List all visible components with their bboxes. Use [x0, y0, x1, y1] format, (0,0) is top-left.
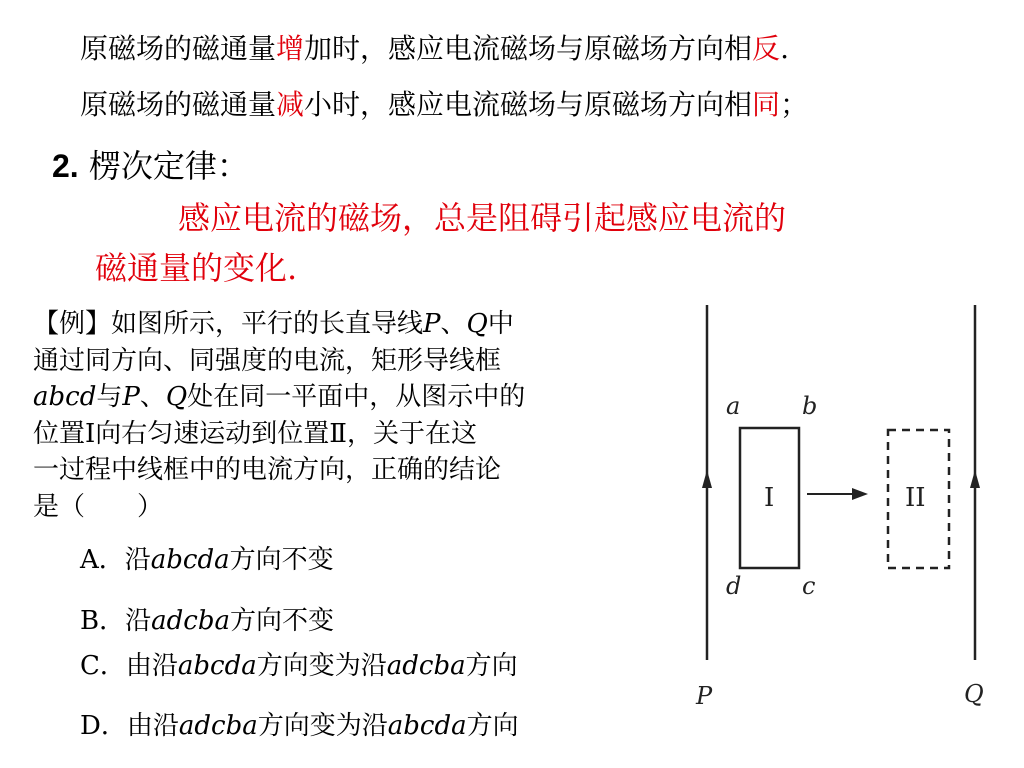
- position-label-2: II: [905, 483, 926, 513]
- rule-keyword: 增: [276, 32, 305, 65]
- wire-label-p: P: [696, 682, 713, 710]
- section-title: 楞次定律：: [78, 147, 249, 185]
- frame-label: abcd: [33, 382, 97, 412]
- rule-text: 原磁场的磁通量: [80, 32, 277, 65]
- rule-text: 原磁场的磁通量: [80, 88, 277, 121]
- option-text: C．由沿: [80, 651, 178, 681]
- wire-label-q: Q: [165, 382, 188, 412]
- wire-label-q: Q: [466, 309, 488, 339]
- option-text: D．由沿: [80, 711, 179, 741]
- law-statement-line-2: 磁通量的变化.: [95, 249, 298, 287]
- question-line: 通过同方向、同强度的电流，矩形导线框: [33, 345, 502, 376]
- question-text: 处在同一平面中，从图示中的: [187, 382, 526, 412]
- rule-text: ；: [780, 88, 809, 121]
- question-text: 、: [440, 309, 467, 339]
- corner-label-b: b: [802, 392, 818, 420]
- option-text: 方向: [465, 651, 518, 681]
- option-text: 方向不变: [229, 545, 334, 575]
- question-line: 一过程中线框中的电流方向，正确的结论: [33, 455, 502, 485]
- rule-keyword: 同: [752, 88, 781, 121]
- option-text: 方向变为沿: [257, 711, 388, 741]
- motion-arrow-icon: [852, 488, 868, 500]
- option-path: abcda: [387, 711, 467, 741]
- rule-text: 加时，感应电流磁场与原磁场方向相: [304, 32, 753, 65]
- rule-text: .: [780, 32, 789, 65]
- corner-label-d: d: [726, 572, 742, 600]
- section-number: 2.: [52, 148, 79, 184]
- rule-text: 小时，感应电流磁场与原磁场方向相: [304, 88, 753, 121]
- position-label-1: I: [764, 483, 775, 513]
- option-path: adcba: [151, 606, 230, 636]
- corner-label-c: c: [802, 572, 816, 600]
- option-text: A．沿: [80, 545, 151, 575]
- wire-label-p: P: [423, 309, 441, 339]
- option-path: abcda: [177, 651, 257, 681]
- option-text: 方向: [466, 711, 519, 741]
- rule-keyword: 减: [276, 88, 305, 121]
- option-text: 方向变为沿: [256, 651, 387, 681]
- option-text: 方向不变: [229, 606, 334, 636]
- question-text: 与: [96, 382, 123, 412]
- question-text: 、: [139, 382, 166, 412]
- rule-keyword: 反: [752, 32, 781, 65]
- corner-label-a: a: [726, 392, 741, 420]
- question-text: 【例】如图所示，平行的长直导线: [33, 309, 424, 339]
- option-path: adcba: [178, 711, 258, 741]
- option-path: adcba: [386, 651, 466, 681]
- current-arrow-p: [702, 470, 712, 488]
- wire-label-p: P: [122, 382, 140, 412]
- law-statement-line-1: 感应电流的磁场，总是阻碍引起感应电流的: [178, 199, 787, 237]
- option-text: B．沿: [80, 606, 152, 636]
- question-line: 位置I向右匀速运动到位置Ⅱ，关于在这: [33, 418, 477, 449]
- option-path: abcda: [150, 545, 230, 575]
- wire-label-q: Q: [964, 680, 984, 708]
- current-arrow-q: [970, 470, 980, 488]
- question-text: 中: [487, 309, 514, 339]
- question-line: 是（ ）: [33, 491, 164, 522]
